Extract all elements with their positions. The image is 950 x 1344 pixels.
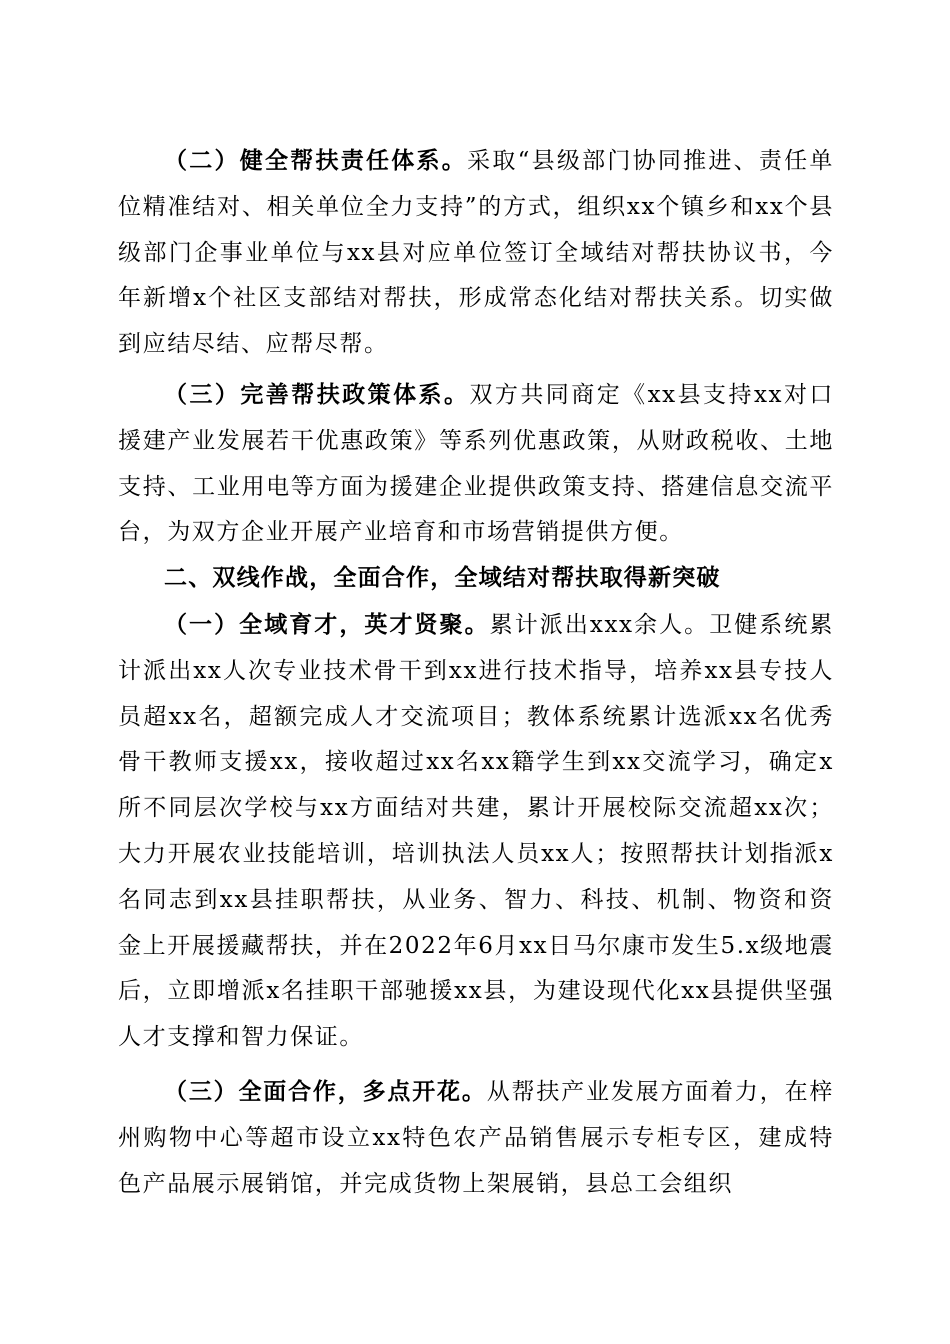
paragraph-body: 双方共同商定《xx县支持xx对口援建产业发展若干优惠政策》等系列优惠政策，从财政税收、土地支持、工业用电等方面为援建企业提供政策支持、搭建信息交流平台，为双方企业开展产业培育和市场营销提供方便。 <box>118 381 834 546</box>
paragraph-lead: （二）健全帮扶责任体系。 <box>164 147 468 174</box>
paragraph-lead: （一）全域育才，英才贤聚。 <box>164 610 490 638</box>
paragraph-body: 累计派出xxx余人。卫健系统累计派出xx人次专业技术骨干到xx进行技术指导，培养xx县专技人员超xx名，超额完成人才交流项目；教体系统累计选派xx名优秀骨干教师支援xx，接收超过xx名xx籍学生到xx交流学习，确定x所不同层次学校与xx方面结对共建，累计开展校际交流超xx次；大力开展农业技能培训，培训执法人员xx人；按照帮扶计划指派x名同志到xx县挂职帮扶，从业务、智力、科技、机制、物资和资金上开展援藏帮扶，并在2022年6月xx日马尔康市发生5.x级地震后，立即增派x名挂职干部驰援xx县，为建设现代化xx县提供坚强人才支撑和智力保证。 <box>118 611 834 1051</box>
paragraph-talent <box>118 602 834 1061</box>
paragraph-policy-system <box>118 372 834 556</box>
section-heading-two: 二、双线作战，全面合作，全域结对帮扶取得新突破 <box>164 565 721 592</box>
paragraph-lead: （三）完善帮扶政策体系。 <box>164 380 470 408</box>
paragraph-cooperation <box>118 1069 834 1207</box>
paragraph-responsibility-system <box>118 138 834 368</box>
paragraph-lead: （三）全面合作，多点开花。 <box>164 1077 487 1105</box>
paragraph-body: 采取“县级部门协同推进、责任单位精准结对、相关单位全力支持”的方式，组织xx个镇乡和xx个县级部门企事业单位与xx县对应单位签订全域结对帮扶协议书，今年新增x个社区支部结对帮扶，形成常态化结对帮扶关系。切实做到应结尽结、应帮尽帮。 <box>118 148 834 358</box>
paragraph-body: 从帮扶产业发展方面着力，在梓州购物中心等超市设立xx特色农产品销售展示专柜专区，建成特色产品展示展销馆，并完成货物上架展销，县总工会组织 <box>118 1078 834 1197</box>
document-page <box>118 138 834 1207</box>
